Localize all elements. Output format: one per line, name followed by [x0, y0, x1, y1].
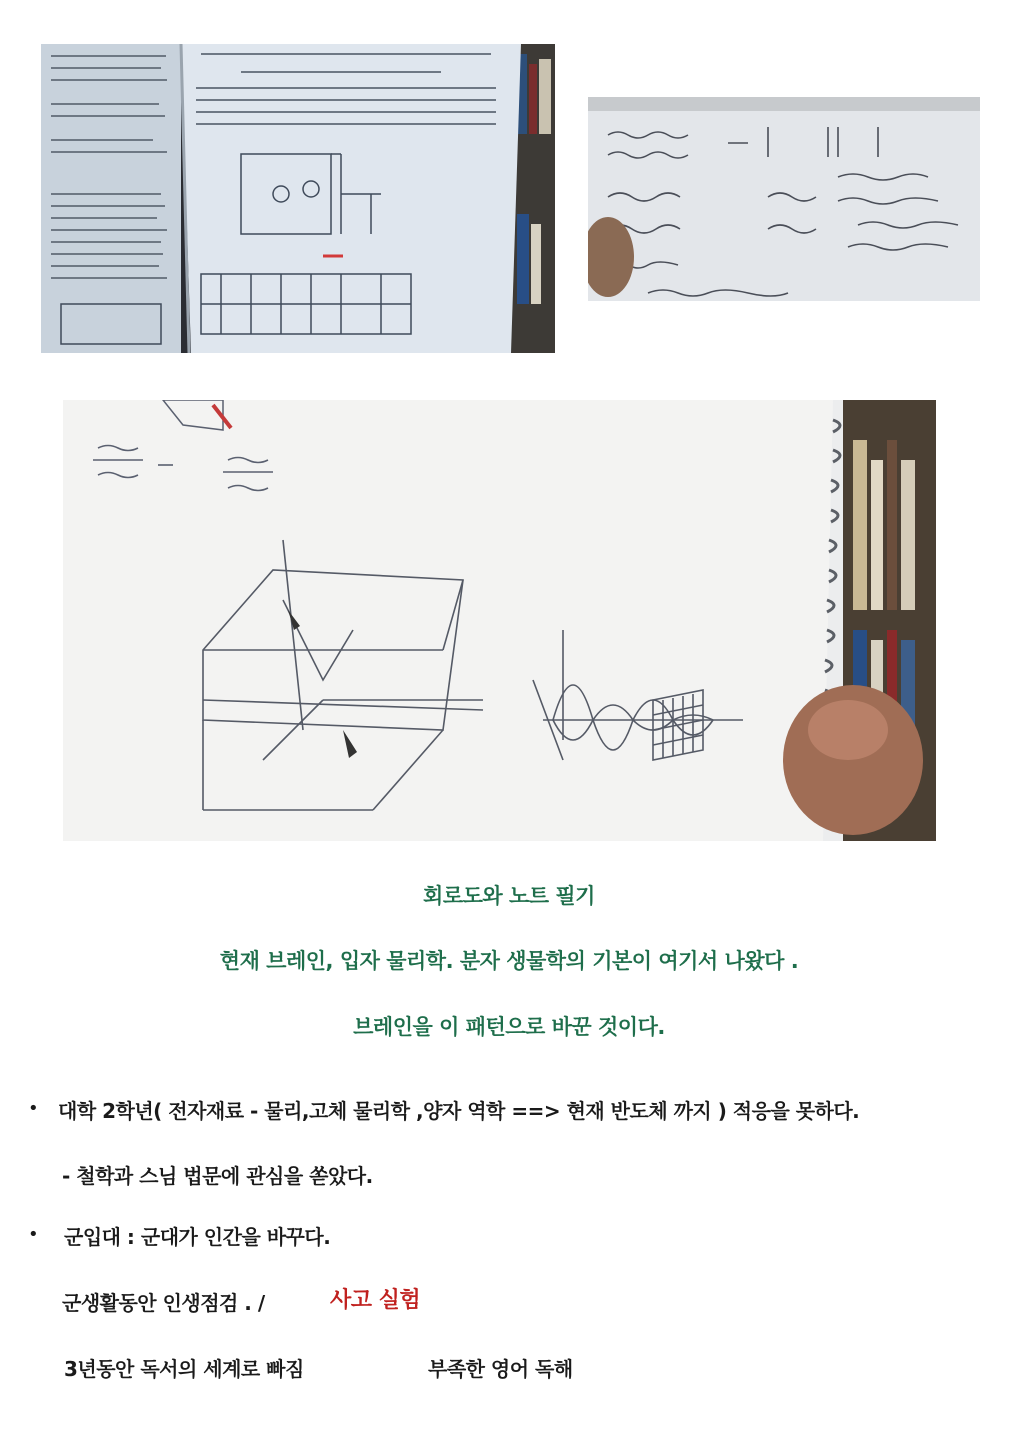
- caption-title: 회로도와 노트 필기: [423, 884, 595, 908]
- list-subitem-life-review: 군생활동안 인생점검 . /: [62, 1291, 265, 1315]
- bullet-2: •: [28, 1224, 39, 1245]
- thought-experiment-highlight: 사고 실험: [330, 1288, 421, 1313]
- list-subitem-reading: 3년동안 독서의 세계로 빠짐: [64, 1357, 304, 1381]
- list-subitem-philosophy: - 철학과 스님 법문에 관심을 쏟았다.: [62, 1164, 373, 1188]
- list-subitem-english: 부족한 영어 독해: [428, 1357, 573, 1381]
- list-item-university: 대학 2학년( 전자재료 - 물리,고체 물리학 ,양자 역학 ==> 현재 반도체 까지 ) 적응을 못하다.: [58, 1099, 860, 1123]
- caption-line-2: 현재 브레인, 입자 물리학. 분자 생물학의 기본이 여기서 나왔다 .: [219, 949, 799, 973]
- caption-line-3: 브레인을 이 패턴으로 바꾼 것이다.: [353, 1015, 665, 1039]
- wave-sketch-photo: [63, 400, 936, 841]
- scattering-notes-photo: [588, 97, 980, 301]
- circuit-textbook-photo: [41, 44, 555, 353]
- bullet-1: •: [28, 1098, 39, 1119]
- list-item-military: 군입대 : 군대가 인간을 바꾸다.: [64, 1225, 331, 1249]
